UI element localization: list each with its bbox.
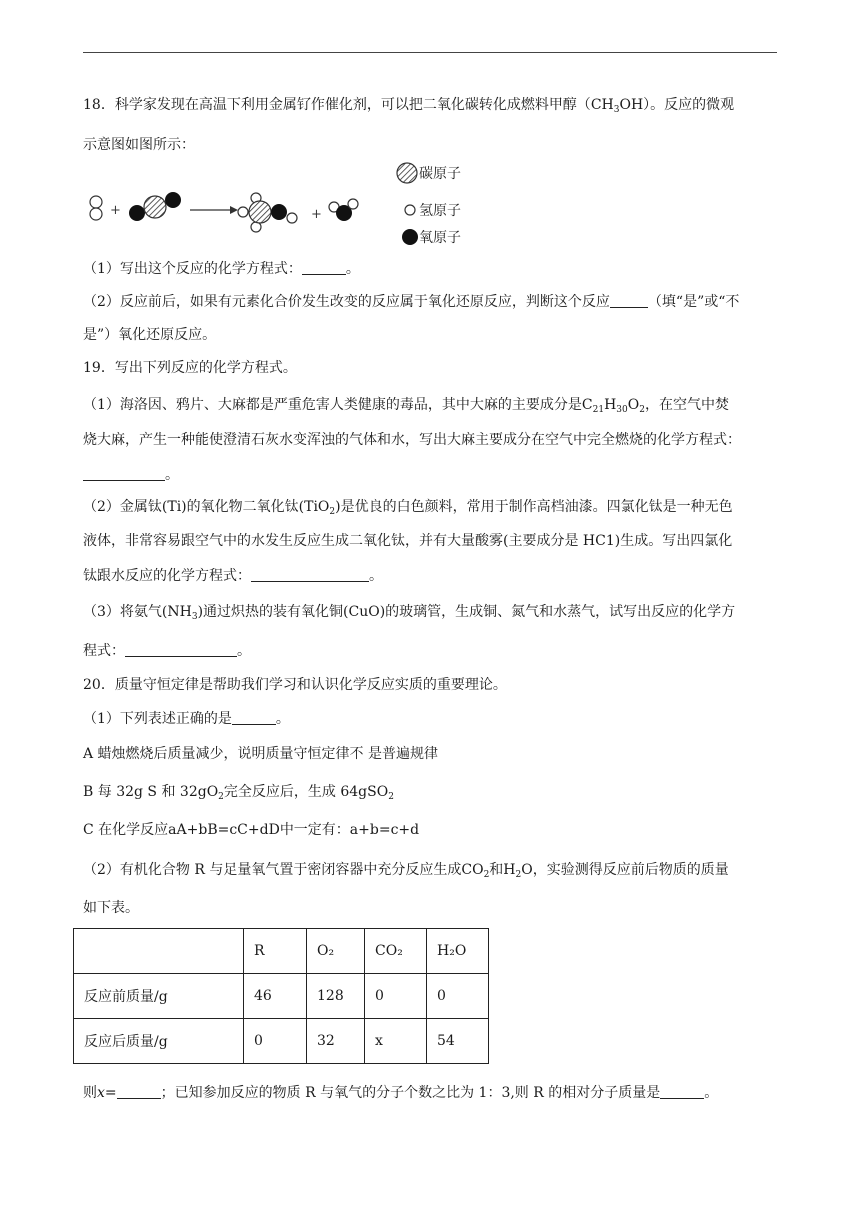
q19-p3-line1: （3）将氨气$(NH_3)$通过炽热的装有氧化铜(CuO)的玻璃管，生成铜、氮气和水蒸气，试写出反应的化学方 — [83, 604, 736, 622]
table-cell — [74, 929, 244, 974]
q19-p3-line2: 程式： 。 — [83, 643, 251, 659]
table-cell: 0 — [244, 1019, 307, 1064]
table-cell: CO₂ — [365, 929, 427, 974]
answer-blank[interactable] — [232, 709, 276, 725]
atom-legend — [397, 163, 461, 245]
legend-oxygen: 氧原子 — [419, 229, 461, 245]
table-cell: 128 — [307, 974, 365, 1019]
q20-s1: （1）下列表述正确的是 。 — [83, 711, 290, 727]
table-cell: R — [244, 929, 307, 974]
q19-title: 19．写出下列反应的化学方程式。 — [83, 360, 297, 376]
legend-hydrogen: 氢原子 — [419, 202, 461, 218]
answer-blank[interactable] — [117, 1083, 161, 1099]
reaction-arrow-icon — [190, 206, 238, 214]
table-cell: H₂O — [427, 929, 489, 974]
q19-p2-line3: 钛跟水反应的化学方程式： 。 — [83, 568, 383, 584]
carbon-dioxide-molecule-icon — [129, 192, 181, 221]
q18-text-line2: 示意图如图所示： — [83, 137, 195, 153]
q20-title: 20．质量守恒定律是帮助我们学习和认识化学反应实质的重要理论。 — [83, 677, 507, 693]
q18-sub1: （1）写出这个反应的化学方程式： 。 — [83, 261, 360, 277]
plus-sign-1: + — [110, 203, 121, 218]
reaction-micro-diagram — [80, 160, 480, 250]
q20-final-line: 则x= ；已知参加反应的物质 R 与氧气的分子个数之比为 1：3,则 R 的相对分子质量是 。 — [83, 1085, 719, 1101]
table-cell: x — [365, 1019, 427, 1064]
legend-carbon: 碳原子 — [419, 165, 461, 181]
table-row — [74, 1019, 489, 1064]
water-molecule-icon — [329, 199, 358, 221]
plus-sign-2: + — [311, 207, 322, 222]
q18-sub2-line1: （2）反应前后，如果有元素化合价发生改变的反应属于氧化还原反应，判断这个反应 （填“是”或“不 — [83, 294, 740, 310]
q20-s2-line2: 如下表。 — [83, 900, 139, 916]
q18-text-line1: 18．科学家发现在高温下利用金属钌作催化剂，可以把二氧化碳转化成燃料甲醇$(CH_3OH)$。反应的微观 — [83, 97, 735, 115]
answer-blank[interactable] — [83, 465, 165, 481]
q19-p2-line2: 液体，非常容易跟空气中的水发生反应生成二氧化钛，并有大量酸雾(主要成分是 HC1)生成。写出四氯化 — [83, 533, 733, 549]
answer-blank[interactable] — [302, 259, 346, 275]
q19-p1-line2: 烧大麻，产生一种能使澄清石灰水变浑浊的气体和水，写出大麻主要成分在空气中完全燃烧的化学方程式： — [83, 432, 741, 448]
carbon-atom-icon — [397, 163, 417, 183]
q19-p1-line3: 。 — [83, 465, 783, 485]
table-cell: 0 — [365, 974, 427, 1019]
oxygen-atom-icon — [402, 229, 418, 245]
answer-blank[interactable] — [610, 292, 648, 308]
answer-blank[interactable] — [125, 641, 237, 657]
table-cell: 反应前质量/g — [74, 974, 244, 1019]
table-header-row — [74, 929, 489, 974]
q20-option-c: C 在化学反应aA+bB=cC+dD中一定有：a+b=c+d — [83, 822, 420, 838]
methanol-molecule-icon — [238, 193, 297, 232]
hydrogen-molecule-icon — [90, 196, 102, 220]
mass-data-table — [73, 928, 489, 1064]
answer-blank[interactable] — [251, 566, 369, 582]
table-row — [74, 974, 489, 1019]
q20-option-a: A 蜡烛燃烧后质量减少，说明质量守恒定律不 是普遍规律 — [83, 746, 439, 762]
q20-s2-line1: （2）有机化合物 R 与足量氧气置于密闭容器中充分反应生成$CO_2$和$H_2O$，实验测得反应前后物质的质量 — [83, 862, 729, 880]
table-cell: 反应后质量/g — [74, 1019, 244, 1064]
answer-blank[interactable] — [660, 1083, 704, 1099]
hydrogen-atom-icon — [405, 205, 415, 215]
table-cell: 0 — [427, 974, 489, 1019]
q20-option-b: B 每 32g S 和 $32gO_2$完全反应后，生成 64gSO$_2$ — [83, 784, 394, 802]
q18-sub2-line2: 是”）氧化还原反应。 — [83, 327, 217, 343]
q19-p1-line1: （1）海洛因、鸦片、大麻都是严重危害人类健康的毒品，其中大麻的主要成分是$C_{21}H_{30}O_2$，在空气中焚 — [83, 397, 729, 415]
header-rule — [83, 52, 777, 53]
table-cell: 32 — [307, 1019, 365, 1064]
table-cell: O₂ — [307, 929, 365, 974]
table-cell: 54 — [427, 1019, 489, 1064]
q19-p2-line1: （2）金属钛(Ti)的氧化物二氧化钛(TiO$_2$)是优良的白色颜料，常用于制作高档油漆。四氯化钛是一种无色 — [83, 499, 733, 517]
table-cell: 46 — [244, 974, 307, 1019]
